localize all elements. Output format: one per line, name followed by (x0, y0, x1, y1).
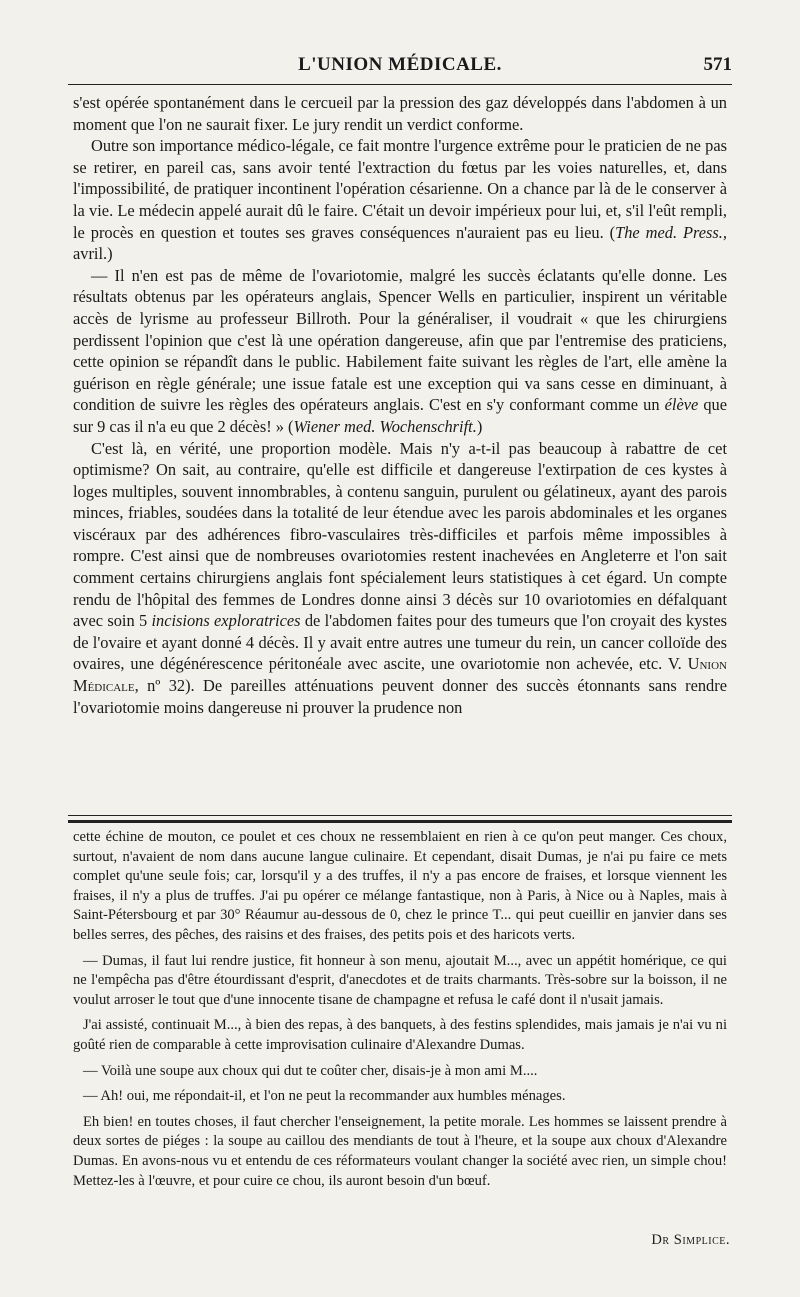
paragraph-2-end: avril.) (73, 244, 113, 264)
paragraph-1 (73, 92, 727, 135)
page-number: 571 (703, 54, 732, 75)
citation-wiener: Wiener med. Wochenschrift. (293, 416, 477, 436)
paragraph-4 (73, 438, 727, 719)
feuilleton-paragraph-4: — Voilà une soupe aux choux qui dut te coûter cher, disais-je à mon ami M.... (83, 1062, 538, 1079)
signature: Dr Simplice. (651, 1232, 730, 1248)
union-medicale-ref: Union Médicale (73, 654, 727, 696)
page-header (0, 50, 800, 86)
feuilleton-paragraph-3: J'ai assisté, continuait M..., à bien des repas, à des banquets, à des festins splendides, mais jamais je n'ai vu ni goûté rien de comparable à cette improvisation culinaire d'Alexandre Dumas. (73, 1017, 727, 1053)
citation-med-press: The med. Press., (615, 222, 728, 242)
feuilleton-paragraph-5: — Ah! oui, me répondait-il, et l'on ne peut la recommander aux humbles ménages. (83, 1088, 566, 1105)
feuilleton-rule-thick (68, 820, 732, 823)
paragraph-4-text: C'est là, en vérité, une proportion modèle. Mais n'y a-t-il pas beaucoup à rabattre de cet optimisme? On sait, au contraire, qu'elle est difficile et dangereuse l'extirpation de ces kystes à loges multiples, souvent innombrables, à contenu sanguin, purulent ou gélatineux, ayant des parois minces, friables, soudées dans la totalité de leur étendue avec les parois abdominales et les organes viscéraux par des adhérences fibro-vasculaires très-difficiles et parfois même impossibles à rompre. C'est ainsi que de nombreuses ovariotomies restent inachevées en Angleterre et l'on sait comment certains chirurgiens anglais font spécialement leurs statistiques à cet égard. Un compte rendu de l'hôpital des femmes de Londres donne ainsi 3 décès sur 10 ovariotomies en défalquant avec soin 5 (73, 438, 727, 631)
feuilleton-paragraph-6: Eh bien! en toutes choses, il faut chercher l'enseignement, la petite morale. Les hommes se laissent prendre à deux sortes de piéges : la soupe au caillou des mendiants de tout à l'heure, et la soupe aux choux d'Alexandre Dumas. En avons-nous vu et entendu de ces réformateurs voulant changer la société avec rien, un simple chou! Mettez-les à l'œuvre, et pour cuire ce chou, ils auront besoin d'un bœuf. (73, 1113, 727, 1189)
paragraph-4-text-b: de l'abdomen faites pour des tumeurs que l'on croyait des kystes de l'ovaire et ayant donné 4 décès. Il y avait entre autres une tumeur du rein, un cancer colloïde des ovaires, une dégénérescence péritonéale avec ascite, une ovariotomie non achevée, etc. V. (73, 611, 727, 674)
main-article (73, 92, 727, 718)
paragraph-1-text: s'est opérée spontanément dans le cercueil par la pression des gaz développés dans l'abdomen à un moment que l'on ne saurait fixer. Le jury rendit un verdict conforme. (73, 93, 727, 134)
paragraph-2 (73, 135, 727, 265)
paragraph-3-text-b: que sur 9 cas il n'a eu que 2 décès! » ( (73, 395, 727, 436)
paragraph-4-end: , nº 32). De pareilles atténuations peuvent donner des succès étonnants sans rendre l'ovariotomie moins dangereuse ni prouver la prudence non (73, 676, 727, 717)
feuilleton-paragraph-2: — Dumas, il faut lui rendre justice, fit honneur à son menu, ajoutait M..., avec un appétit homérique, ce qui ne l'empêcha pas d'être étourdissant d'esprit, d'anecdotes et de traits charmants. Très-sobre sur la boisson, il ne voulut arroser le tout que d'une innocente tisane de champagne et refusa le café dont il n'usait jamais. (73, 952, 727, 1008)
journal-title: L'UNION MÉDICALE. (298, 54, 502, 75)
paragraph-3-end: ) (476, 416, 483, 436)
italic-eleve: élève (664, 395, 699, 415)
feuilleton-rule-thin (68, 815, 732, 816)
paragraph-3-text: — Il n'en est pas de même de l'ovariotomie, malgré les succès éclatants qu'elle donne. Les résultats obtenus par les opérateurs anglais, Spencer Wells en particulier, inspirent un véritable accès de lyrisme au professeur Billroth. Pour la généraliser, il voudrait « que les chirurgiens perdissent l'opinion que c'est là une opération dangereuse, afin que par l'entremise des praticiens, cette opinion se répandît dans le public. Habilement faite suivant les règles de l'art, elle amène la guérison en règle générale; une issue fatale est une exception qui va sans cesse en diminuant, à condition de suivre les règles des opérateurs anglais. C'est en s'y conformant comme un (73, 265, 727, 415)
paragraph-2-text: Outre son importance médico-légale, ce fait montre l'urgence extrême pour le praticien de ne pas se retirer, en pareil cas, sans avoir tenté l'extraction du fœtus par les voies naturelles, et, dans l'impossibilité, de pratiquer incontinent l'opération césarienne. On a chance par là de le conserver à la vie. Le médecin appelé aurait dû le faire. C'était un devoir impérieux pour lui, et, s'il l'eût rempli, le procès en question et toutes ses graves conséquences n'auraient pas eu lieu. ( (73, 136, 727, 242)
paragraph-3 (73, 265, 727, 438)
italic-incisions: incisions exploratrices (151, 611, 301, 631)
feuilleton-paragraph-1: cette échine de mouton, ce poulet et ces choux ne ressemblaient en rien à ce qu'on peut manger. Ces choux, surtout, n'avaient de nom dans aucune langue culinaire. Et cependant, disait Dumas, je n'ai pu faire ce mets complet qu'une seule fois; car, lorsqu'il y a des truffes, il n'y a pas encore de fraises, et lorsque viennent les fraises, il n'y a plus de truffes. J'ai pu opérer ce mélange fantastique, non à Paris, à Nice ou à Naples, mais à Saint-Pétersbourg et par 30° Réaumur au-dessous de 0, chez le prince T... qui peut cueillir en janvier dans ses belles serres, des pêches, des raisins et des fraises, des petits pois et des haricots verts. (73, 829, 727, 943)
header-rule (68, 84, 732, 85)
feuilleton (73, 828, 727, 1197)
